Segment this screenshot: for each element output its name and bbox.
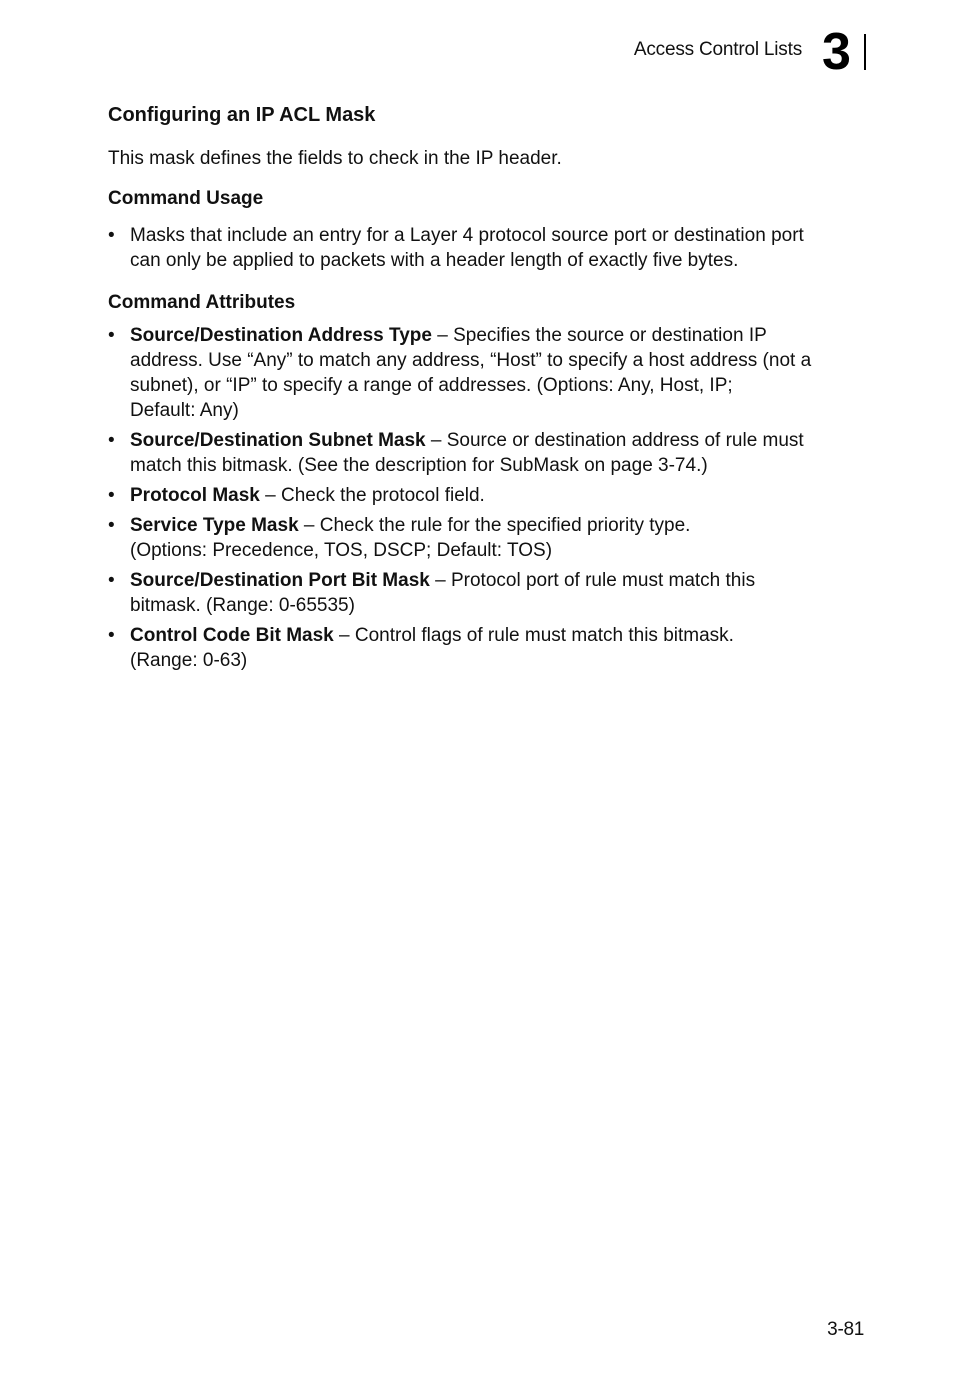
attribute-term: Source/Destination Port Bit Mask	[130, 570, 430, 591]
list-item	[108, 568, 868, 618]
section-title: Configuring an IP ACL Mask	[108, 104, 376, 126]
bullet-icon: •	[108, 485, 115, 506]
usage-line: can only be applied to packets with a header length of exactly five bytes.	[130, 250, 739, 271]
attribute-term: Service Type Mask	[130, 515, 299, 536]
attribute-desc: – Control flags of rule must match this bitmask.	[333, 625, 734, 646]
command-usage-heading: Command Usage	[108, 188, 264, 209]
bullet-icon: •	[108, 225, 115, 246]
bullet-icon: •	[108, 325, 115, 346]
usage-line: Masks that include an entry for a Layer 4 protocol source port or destination port	[130, 225, 804, 246]
attribute-desc: – Check the rule for the specified priority type.	[298, 515, 691, 536]
list-item	[108, 428, 868, 478]
chapter-number: 3	[822, 23, 851, 81]
bullet-icon: •	[108, 625, 115, 646]
attribute-desc: – Check the protocol field.	[259, 485, 485, 506]
attribute-desc: Default: Any)	[130, 400, 239, 421]
running-header-section: Access Control Lists	[633, 39, 802, 60]
attribute-desc: – Source or destination address of rule must	[425, 430, 804, 451]
attribute-desc: match this bitmask. (See the description for SubMask on page 3-74.)	[130, 455, 708, 476]
attribute-desc: bitmask. (Range: 0-65535)	[130, 595, 355, 616]
list-item	[108, 623, 868, 673]
command-attributes-heading: Command Attributes	[108, 292, 296, 313]
attribute-desc: subnet), or “IP” to specify a range of addresses. (Options: Any, Host, IP;	[130, 375, 733, 396]
attribute-desc: – Protocol port of rule must match this	[429, 570, 756, 591]
attribute-desc: address. Use “Any” to match any address, “Host” to specify a host address (not a	[130, 350, 812, 371]
bullet-icon: •	[108, 570, 115, 591]
command-usage-list	[108, 223, 868, 278]
list-item	[108, 513, 868, 563]
bullet-icon: •	[108, 515, 115, 536]
attribute-term: Protocol Mask	[130, 485, 260, 506]
attribute-term: Source/Destination Address Type	[130, 325, 432, 346]
attribute-desc: (Range: 0-63)	[130, 650, 248, 671]
list-item	[108, 483, 868, 508]
list-item	[108, 323, 868, 423]
attribute-desc: (Options: Precedence, TOS, DSCP; Default: TOS)	[130, 540, 553, 561]
page-number: 3-81	[827, 1319, 864, 1340]
attribute-desc: – Specifies the source or destination IP	[431, 325, 767, 346]
attribute-term: Source/Destination Subnet Mask	[130, 430, 426, 451]
list-item	[108, 223, 868, 273]
command-attributes-list	[108, 323, 868, 678]
intro-paragraph: This mask defines the fields to check in the IP header.	[108, 148, 562, 169]
attribute-term: Control Code Bit Mask	[130, 625, 334, 646]
bullet-icon: •	[108, 430, 115, 451]
chapter-divider	[864, 34, 866, 70]
